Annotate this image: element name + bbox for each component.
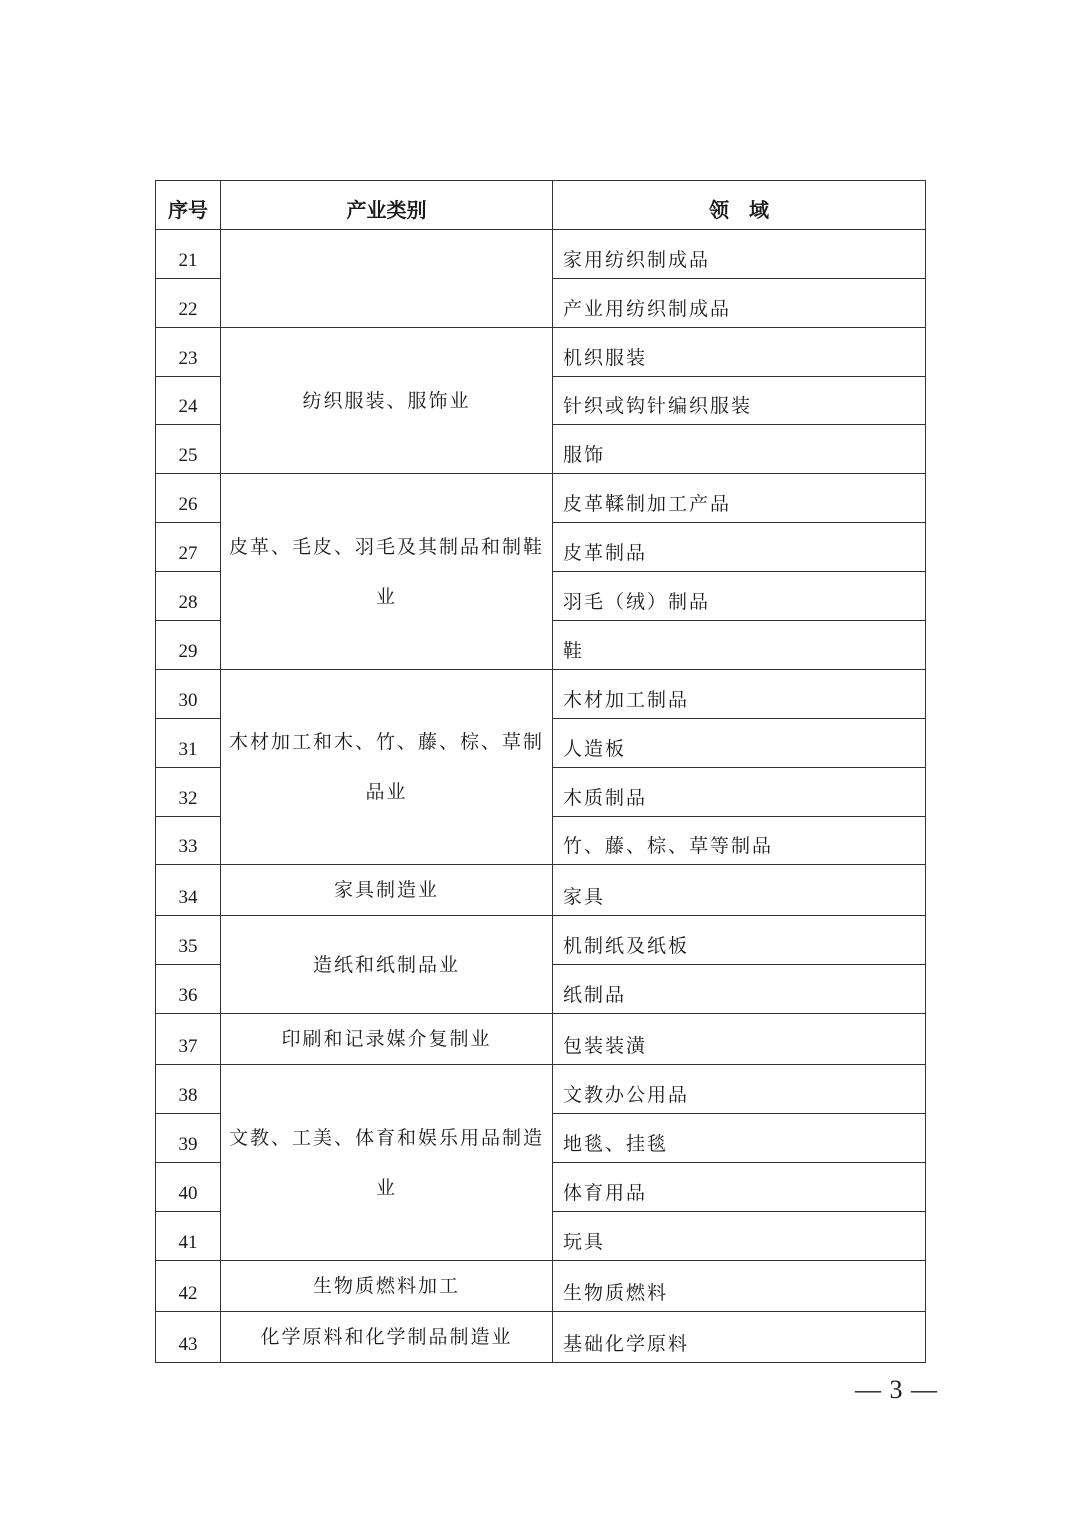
industry-category-cell: 皮革、毛皮、羽毛及其制品和制鞋业	[221, 474, 553, 670]
row-serial-number: 37	[156, 1014, 221, 1065]
row-serial-number: 29	[156, 621, 221, 670]
industry-category-cell: 化学原料和化学制品制造业	[221, 1311, 553, 1362]
row-serial-number: 36	[156, 965, 221, 1014]
domain-cell: 竹、藤、棕、草等制品	[553, 816, 926, 865]
row-serial-number: 40	[156, 1163, 221, 1212]
table-header-row	[156, 181, 926, 230]
row-serial-number: 21	[156, 229, 221, 278]
domain-cell: 木材加工制品	[553, 669, 926, 718]
table-body	[156, 229, 926, 1362]
domain-cell: 木质制品	[553, 767, 926, 816]
domain-cell: 产业用纺织制成品	[553, 278, 926, 327]
row-serial-number: 25	[156, 425, 221, 474]
table-row	[156, 865, 926, 916]
header-serial-number: 序号	[156, 181, 221, 230]
row-serial-number: 43	[156, 1311, 221, 1362]
table-row	[156, 229, 926, 278]
row-serial-number: 32	[156, 767, 221, 816]
row-serial-number: 33	[156, 816, 221, 865]
domain-cell: 家具	[553, 865, 926, 916]
row-serial-number: 24	[156, 376, 221, 425]
industry-category-cell: 木材加工和木、竹、藤、棕、草制品业	[221, 669, 553, 865]
domain-cell: 地毯、挂毯	[553, 1114, 926, 1163]
row-serial-number: 30	[156, 669, 221, 718]
industry-category-cell: 家具制造业	[221, 865, 553, 916]
header-industry-category: 产业类别	[221, 181, 553, 230]
industry-category-cell: 造纸和纸制品业	[221, 916, 553, 1014]
table-row	[156, 474, 926, 523]
table-row	[156, 669, 926, 718]
table-row	[156, 916, 926, 965]
domain-cell: 纸制品	[553, 965, 926, 1014]
domain-cell: 针织或钩针编织服装	[553, 376, 926, 425]
table-row	[156, 1065, 926, 1114]
industry-category-cell: 文教、工美、体育和娱乐用品制造业	[221, 1065, 553, 1261]
domain-cell: 包装装潢	[553, 1014, 926, 1065]
table-row	[156, 1311, 926, 1362]
industry-category-cell: 印刷和记录媒介复制业	[221, 1014, 553, 1065]
row-serial-number: 41	[156, 1211, 221, 1260]
table-row	[156, 1260, 926, 1311]
row-serial-number: 28	[156, 572, 221, 621]
row-serial-number: 27	[156, 523, 221, 572]
row-serial-number: 42	[156, 1260, 221, 1311]
table-row	[156, 327, 926, 376]
row-serial-number: 26	[156, 474, 221, 523]
domain-cell: 生物质燃料	[553, 1260, 926, 1311]
row-serial-number: 22	[156, 278, 221, 327]
page-number: — 3 —	[855, 1375, 938, 1404]
domain-cell: 人造板	[553, 718, 926, 767]
row-serial-number: 35	[156, 916, 221, 965]
industry-category-cell: 生物质燃料加工	[221, 1260, 553, 1311]
domain-cell: 基础化学原料	[553, 1311, 926, 1362]
industry-table	[155, 180, 926, 1363]
domain-cell: 体育用品	[553, 1163, 926, 1212]
row-serial-number: 23	[156, 327, 221, 376]
row-serial-number: 34	[156, 865, 221, 916]
industry-category-cell: 纺织服装、服饰业	[221, 327, 553, 474]
header-domain: 领 域	[553, 181, 926, 230]
domain-cell: 家用纺织制成品	[553, 229, 926, 278]
domain-cell: 文教办公用品	[553, 1065, 926, 1114]
row-serial-number: 31	[156, 718, 221, 767]
domain-cell: 羽毛（绒）制品	[553, 572, 926, 621]
domain-cell: 玩具	[553, 1211, 926, 1260]
industry-category-cell	[221, 229, 553, 327]
row-serial-number: 39	[156, 1114, 221, 1163]
row-serial-number: 38	[156, 1065, 221, 1114]
domain-cell: 皮革制品	[553, 523, 926, 572]
domain-cell: 机制纸及纸板	[553, 916, 926, 965]
domain-cell: 皮革鞣制加工产品	[553, 474, 926, 523]
domain-cell: 鞋	[553, 621, 926, 670]
table-row	[156, 1014, 926, 1065]
domain-cell: 服饰	[553, 425, 926, 474]
domain-cell: 机织服装	[553, 327, 926, 376]
